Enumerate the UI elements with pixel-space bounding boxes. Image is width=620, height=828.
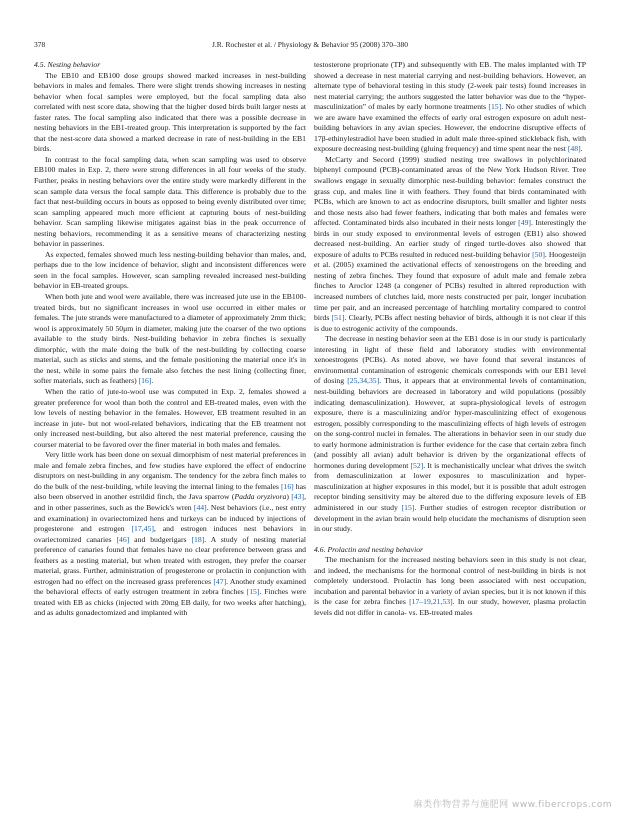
paragraph: As expected, females showed much less nesting-building behavior than males, and, perhaps due to the low incidence of behavior, slight and inconsistent differences were seen in the focal samples. However, scan sampling revealed increased nest-building behavior in EB-treated groups. [34, 249, 306, 291]
section-heading-prolactin: 4.6. Prolactin and nesting behavior [314, 544, 424, 554]
citation-link[interactable]: [50] [532, 249, 545, 259]
section-heading-nesting-behavior: 4.5. Nesting behavior [34, 60, 101, 69]
paragraph: testosterone proprionate (TP) and subsequently with EB. The males implanted with TP showed a decrease in nest material carrying and nest-building behaviors. However, an alternate type of behavioral testing in this study (2-week pair tests) found increases in nest material carrying; the authors suggested the latter behavior was due to the “hyper-masculinization” of males by early hormone treatments [15]. No other studies of which we are aware have examined the effects of early oral estrogen exposure on adult nest-building behaviors in any avian species. However, the endocrine disruptive effects of 17β-ethinylestradiol have been studied in adult male three-spined stickleback fish, with exposure decreasing nest-building (gluing frequency) and time spent near the nest [48]. [314, 60, 586, 154]
citation-link[interactable]: [46] [116, 534, 130, 544]
citation-link[interactable]: [17,45] [131, 524, 154, 534]
paragraph: McCarty and Secord (1999) studied nesting tree swallows in polychlorinated biphenyl compound (PCB)-contaminated areas of the New York Hudson River. Tree swallows engage in sexually dimorphic nest-building behavior: females construct the grass cup, and males line it with feathers. They found that birds contaminated with PCBs, which are known to act as endocrine disruptors, built smaller and lighter nests and those nests also had fewer feathers, indicating that both males and females were affected. Contaminated birds also incubated in their nests longer [49]. Interestingly the birds in our study exposed to environmental levels of estrogen (EB1) also showed decreased nest-building. An earlier study of ringed turtle-doves also showed that exposure of adults to PCBs resulted in reduced nest-building behavior [50]. Hoogesteijn et al. (2005) examined the activational effects of xenoestrogens on the breeding and nesting of zebra finches. They found that exposure of adult male and female zebra finches to Aroclor 1248 (a congener of PCBs) resulted in altered reproduction with increased numbers of clutches laid, more nests constructed per pair, longer incubation time per pair, and an increased percentage of hatchling mortality compared to control birds [51]. Clearly, PCBs affect nesting behavior of birds, although it is not clear if this is due to estrogenic activity of the compounds. [314, 154, 587, 333]
paragraph: The decrease in nesting behavior seen at the EB1 dose is in our study is particularly interesting in light of these field and laboratory studies with environmental xenoestrogens (PCBs). As noted above, we have found that several instances of environmental contamination of estrogenic chemicals corresponds with our EB1 level of dosing [25,34,35]. Thus, it appears that at environmental levels of contamination, nest-building behaviors are decreased in laboratory and wild populations (possibly indicating demasculinization). However, at supra-physiological levels of estrogen exposure, there is a masculinizing and/or hyper-masculinizing effect of exogenous estrogen, possibly corresponding to the masculinizing effects of high levels of estrogen on the song-control nuclei in females. The alterations in behavior seen in our study due to early hormone administration is further evidence for the case that certain zebra finch (and possibly all avian) adult behavior is driven by the organizational effects of hormones during development [52]. It is mechanistically unclear what drives the switch from demasculinization at lower exposures to masculinization and hyper-masculinization at higher exposures in this model, but it is possible that adult estrogen receptor binding sensitivity may be altered due to the differing exposure levels of EB administered in our study [15]. Further studies of estrogen receptor distribution or development in the avian brain would help elucidate the mechanisms of disruption seen in our study. [314, 334, 586, 534]
citation-link[interactable]: [18] [191, 534, 205, 544]
journal-citation: J.R. Rochester et al. / Physiology & Behavior 95 (2008) 370–380 [211, 40, 409, 49]
running-header [34, 40, 586, 54]
citation-link[interactable]: [15] [246, 587, 260, 597]
citation-link[interactable]: [16] [138, 376, 152, 386]
citation-link[interactable]: [51] [331, 313, 345, 323]
citation-link[interactable]: [25,34,35] [347, 376, 380, 386]
citation-link[interactable]: [15] [401, 502, 415, 512]
species-name: Padda oryzivora [234, 492, 287, 502]
paragraph: In contrast to the focal sampling data, when scan sampling was used to observe EB100 males in Exp. 2, there were strong differences in all four weeks of the study. Further, peaks in nesting behaviors over the entire study were markedly different in the scan sample data versus the focal sample data. This difference is probably due to the fact that nest-building occurs in bouts as opposed to being evenly distributed over time; scan sampling appeared much more efficient at capturing bouts of nest-building behavior. Scan sampling likewise mitigates against bias in the peak occurrence of nesting behaviors, recommending it as a sensitive means of characterizing nesting behavior in passerines. [34, 154, 306, 249]
citation-link[interactable]: [52] [410, 460, 424, 470]
citation-link[interactable]: [48] [567, 144, 581, 154]
left-column [34, 60, 306, 619]
page-number: 378 [34, 40, 46, 49]
citation-link[interactable]: [43] [291, 492, 305, 502]
paragraph: Very little work has been done on sexual dimorphism of nest material preferences in male and female zebra finches, and few studies have explored the effect of endocrine disruptors on nest-building in any organism. The tendency for the zebra finch males to do the bulk of the nest-building, while leaving the internal lining to the females [16] has also been observed in another estrildid finch, the Java sparrow (Padda oryzivora) [43], and in other passerines, such as the Bewick's wren [44]. Nest behaviors (i.e., nest entry and examination) in ovariectomized hens and turkeys can be induced by injections of progesterone and estrogen [17,45], and estrogen induces nest behaviors in ovariectomized canaries [46] and budgerigars [18]. A study of nesting material preference of canaries found that females have no clear preference between grass and feathers as a nesting material, but when treated with estrogen, they prefer the coarser material, grass. Further, administration of progesterone or prolactin in conjunction with estrogen had no effect on the increased grass preferences [47]. Another study examined the behavioral effects of early estrogen treatment in zebra finches [15]. Finches were treated with EB as chicks (injected with 20mg EB daily, for two weeks after hatching), and as adults gonadectomized and implanted with [34, 450, 307, 618]
paragraph: The mechanism for the increased nesting behaviors seen in this study is not clear, and indeed, the mechanisms for the hormonal control of nest-building in birds is not completely understood. Prolactin has long been associated with nest occupation, incubation and parental behavior in a variety of avian species, but it is not known if this is the case for zebra finches [17–19,21,53]. In our study, however, plasma prolactin levels did not differ in canola- vs. EB-treated males [314, 555, 586, 617]
citation-link[interactable]: [16] [280, 481, 294, 491]
paragraph: The EB10 and EB100 dose groups showed marked increases in nest-building behaviors in males and females. There were slight trends showing increases in nesting behavior when focal samples were employed, but the focal sampling data also correlated with nest score data, showing that the higher dosed birds built larger nests at faster rates. The focal sampling also indicated that there was a possible decrease in nesting behaviors in the EB1-treated group. This interpretation is supported by the fact that the nest-score data showed a marked decrease in rate of nest-building in the EB1 birds. [34, 70, 306, 154]
citation-link[interactable]: [49] [518, 218, 531, 228]
citation-link[interactable]: [44] [193, 502, 207, 512]
citation-link[interactable]: [47] [213, 576, 227, 586]
citation-link[interactable]: [17–19,21,53] [409, 597, 453, 607]
right-column [314, 60, 586, 618]
citation-link[interactable]: [15] [488, 102, 502, 112]
paragraph: When the ratio of jute-to-wool use was computed in Exp. 2, females showed a greater preference for wool than both the control and EB-treated males, even with the low levels of nesting behavior in the females. However, EB treatment resulted in an increase in jute- but not wool-related behaviors, indicating that the EB treatment not only increased nest-building, but also altered the nest material preference, causing the courser material to be favored over the finer material in both males and females. [34, 386, 306, 449]
watermark: 麻类作物营养与施肥网 www.fibercrops.com [413, 800, 612, 810]
paragraph: When both jute and wool were available, there was increased jute use in the EB100-treated birds, but no significant increases in wool use occurred in either males or females. The jute strands were manufactured to a diameter of approximately 2mm thick; wool is approximately 50 50μm in diameter, making jute the coarser of the two options available to the study birds. Nest-building behavior in zebra finches is sexually dimorphic, with the male doing the bulk of the nest-building by collecting coarse material, such as sticks and stems, and the female positioning the material once it's in the nest, while in some pairs the female also fetches the nest lining (collecting finer, softer materials, such as feathers) [16]. [34, 292, 306, 386]
